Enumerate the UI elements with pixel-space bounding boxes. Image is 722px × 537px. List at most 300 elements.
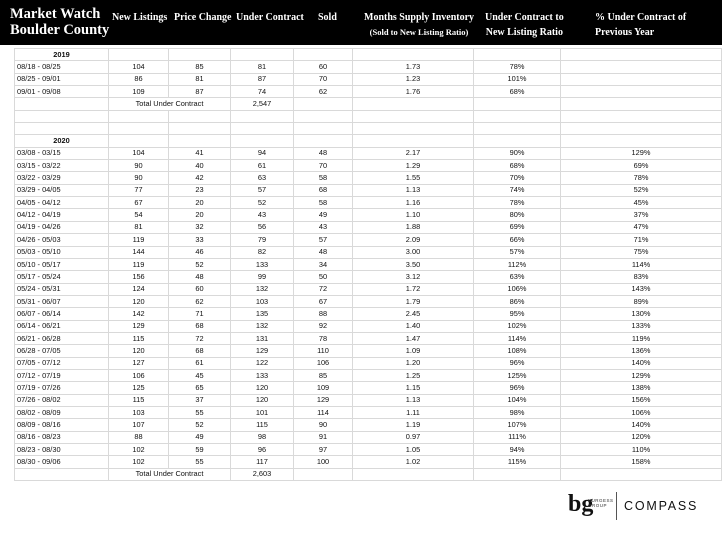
header-uc-ratio-line-2: New Listing Ratio [485, 27, 563, 38]
months-supply-cell: 1.29 [353, 160, 474, 172]
sold-cell: 57 [294, 234, 353, 246]
months-supply-cell: 1.09 [353, 345, 474, 357]
price-change-cell: 68 [169, 345, 231, 357]
new-listings-cell: 77 [109, 184, 169, 196]
year-row [15, 135, 722, 147]
under-contract-cell: 122 [231, 357, 294, 369]
sold-cell: 91 [294, 431, 353, 443]
months-supply-cell: 1.88 [353, 221, 474, 233]
pct-prev-year-cell: 120% [561, 431, 722, 443]
table-row [15, 394, 722, 406]
price-change-cell: 85 [169, 61, 231, 73]
table-row [15, 406, 722, 418]
uc-ratio-cell: 114% [474, 332, 561, 344]
new-listings-cell: 90 [109, 160, 169, 172]
uc-ratio-cell: 104% [474, 394, 561, 406]
pct-prev-year-cell [561, 61, 722, 73]
uc-ratio-cell: 95% [474, 308, 561, 320]
table-row [15, 382, 722, 394]
pct-prev-year-cell: 133% [561, 320, 722, 332]
table-row [15, 209, 722, 221]
table-row [15, 246, 722, 258]
months-supply-cell: 1.02 [353, 456, 474, 468]
empty-cell [109, 123, 169, 135]
report-title [10, 6, 109, 38]
year-label: 2020 [15, 135, 109, 147]
under-contract-cell: 133 [231, 258, 294, 270]
empty-cell [169, 135, 231, 147]
empty-cell [169, 123, 231, 135]
price-change-cell: 65 [169, 382, 231, 394]
header-new-listings: New Listings [112, 12, 168, 23]
uc-ratio-cell: 68% [474, 86, 561, 98]
new-listings-cell: 124 [109, 283, 169, 295]
empty-cell [15, 468, 109, 480]
sold-cell: 85 [294, 369, 353, 381]
uc-ratio-cell: 80% [474, 209, 561, 221]
price-change-cell: 60 [169, 283, 231, 295]
uc-ratio-cell: 74% [474, 184, 561, 196]
under-contract-cell: 120 [231, 382, 294, 394]
week-range-cell: 03/08 - 03/15 [15, 147, 109, 159]
burgess-group-line-2: GROUP [588, 503, 608, 508]
sold-cell: 70 [294, 73, 353, 85]
report-header [0, 0, 722, 45]
empty-cell [231, 110, 294, 122]
months-supply-cell: 2.09 [353, 234, 474, 246]
price-change-cell: 48 [169, 271, 231, 283]
pct-prev-year-cell: 110% [561, 444, 722, 456]
week-range-cell: 03/15 - 03/22 [15, 160, 109, 172]
sold-cell: 88 [294, 308, 353, 320]
table-row [15, 444, 722, 456]
empty-cell [15, 123, 109, 135]
uc-ratio-cell: 70% [474, 172, 561, 184]
price-change-cell: 23 [169, 184, 231, 196]
pct-prev-year-cell: 75% [561, 246, 722, 258]
empty-cell [561, 135, 722, 147]
table-row [15, 271, 722, 283]
new-listings-cell: 54 [109, 209, 169, 221]
week-range-cell: 07/26 - 08/02 [15, 394, 109, 406]
market-table-body [15, 49, 722, 481]
months-supply-cell: 0.97 [353, 431, 474, 443]
empty-cell [474, 123, 561, 135]
under-contract-cell: 98 [231, 431, 294, 443]
week-range-cell: 08/18 - 08/25 [15, 61, 109, 73]
empty-cell [561, 110, 722, 122]
empty-cell [15, 98, 109, 110]
months-supply-cell: 1.55 [353, 172, 474, 184]
week-range-cell: 03/29 - 04/05 [15, 184, 109, 196]
under-contract-cell: 43 [231, 209, 294, 221]
pct-prev-year-cell: 158% [561, 456, 722, 468]
under-contract-cell: 82 [231, 246, 294, 258]
empty-cell [15, 110, 109, 122]
pct-prev-year-cell: 138% [561, 382, 722, 394]
months-supply-cell: 1.16 [353, 197, 474, 209]
week-range-cell: 08/23 - 08/30 [15, 444, 109, 456]
empty-cell [353, 110, 474, 122]
empty-cell [294, 135, 353, 147]
pct-prev-year-cell: 140% [561, 357, 722, 369]
pct-prev-year-cell [561, 73, 722, 85]
months-supply-cell: 1.05 [353, 444, 474, 456]
empty-cell [169, 110, 231, 122]
header-uc-ratio-line-1: Under Contract to [485, 12, 564, 23]
header-months-supply [364, 10, 474, 40]
uc-ratio-cell: 78% [474, 197, 561, 209]
empty-cell [474, 135, 561, 147]
pct-prev-year-cell: 89% [561, 295, 722, 307]
table-row [15, 221, 722, 233]
empty-cell [353, 98, 474, 110]
pct-prev-year-cell: 129% [561, 147, 722, 159]
months-supply-cell: 1.47 [353, 332, 474, 344]
sold-cell: 129 [294, 394, 353, 406]
sold-cell: 110 [294, 345, 353, 357]
under-contract-cell: 61 [231, 160, 294, 172]
under-contract-cell: 87 [231, 73, 294, 85]
uc-ratio-cell: 106% [474, 283, 561, 295]
under-contract-cell: 103 [231, 295, 294, 307]
uc-ratio-cell: 57% [474, 246, 561, 258]
under-contract-cell: 52 [231, 197, 294, 209]
new-listings-cell: 119 [109, 234, 169, 246]
week-range-cell: 05/24 - 05/31 [15, 283, 109, 295]
empty-cell [294, 110, 353, 122]
empty-cell [231, 135, 294, 147]
pct-prev-year-cell: 156% [561, 394, 722, 406]
under-contract-cell: 132 [231, 283, 294, 295]
new-listings-cell: 127 [109, 357, 169, 369]
title-line-2: Boulder County [10, 22, 110, 38]
uc-ratio-cell: 69% [474, 221, 561, 233]
price-change-cell: 55 [169, 406, 231, 418]
months-supply-cell: 3.50 [353, 258, 474, 270]
uc-ratio-cell: 78% [474, 61, 561, 73]
new-listings-cell: 86 [109, 73, 169, 85]
uc-ratio-cell: 102% [474, 320, 561, 332]
new-listings-cell: 88 [109, 431, 169, 443]
header-under-contract: Under Contract [236, 12, 304, 23]
table-row [15, 160, 722, 172]
price-change-cell: 32 [169, 221, 231, 233]
table-row [15, 197, 722, 209]
new-listings-cell: 142 [109, 308, 169, 320]
new-listings-cell: 102 [109, 456, 169, 468]
uc-ratio-cell: 112% [474, 258, 561, 270]
sold-cell: 67 [294, 295, 353, 307]
header-months-supply-line-1: Months Supply Inventory [364, 12, 475, 23]
price-change-cell: 52 [169, 419, 231, 431]
pct-prev-year-cell: 71% [561, 234, 722, 246]
empty-cell [231, 123, 294, 135]
uc-ratio-cell: 63% [474, 271, 561, 283]
sold-cell: 109 [294, 382, 353, 394]
empty-cell [294, 468, 353, 480]
uc-ratio-cell: 86% [474, 295, 561, 307]
week-range-cell: 08/30 - 09/06 [15, 456, 109, 468]
new-listings-cell: 119 [109, 258, 169, 270]
empty-cell [474, 468, 561, 480]
market-table [14, 48, 722, 481]
table-row [15, 283, 722, 295]
new-listings-cell: 102 [109, 444, 169, 456]
new-listings-cell: 115 [109, 394, 169, 406]
empty-cell [109, 49, 169, 61]
table-row [15, 295, 722, 307]
uc-ratio-cell: 101% [474, 73, 561, 85]
uc-ratio-cell: 107% [474, 419, 561, 431]
months-supply-cell: 2.17 [353, 147, 474, 159]
sold-cell: 106 [294, 357, 353, 369]
sold-cell: 50 [294, 271, 353, 283]
months-supply-cell: 1.13 [353, 184, 474, 196]
price-change-cell: 40 [169, 160, 231, 172]
empty-cell [353, 123, 474, 135]
under-contract-cell: 94 [231, 147, 294, 159]
pct-prev-year-cell: 130% [561, 308, 722, 320]
table-row [15, 147, 722, 159]
footer-divider [616, 492, 617, 520]
sold-cell: 114 [294, 406, 353, 418]
under-contract-cell: 79 [231, 234, 294, 246]
header-pct-prev-line-1: % Under Contract of [595, 12, 687, 23]
new-listings-cell: 106 [109, 369, 169, 381]
price-change-cell: 81 [169, 73, 231, 85]
months-supply-cell: 1.10 [353, 209, 474, 221]
week-range-cell: 06/14 - 06/21 [15, 320, 109, 332]
new-listings-cell: 107 [109, 419, 169, 431]
price-change-cell: 87 [169, 86, 231, 98]
new-listings-cell: 115 [109, 332, 169, 344]
months-supply-cell: 1.79 [353, 295, 474, 307]
price-change-cell: 45 [169, 369, 231, 381]
new-listings-cell: 90 [109, 172, 169, 184]
header-price-change: Price Change [174, 12, 232, 23]
total-label: Total Under Contract [109, 98, 231, 110]
under-contract-cell: 133 [231, 369, 294, 381]
pct-prev-year-cell: 143% [561, 283, 722, 295]
empty-cell [294, 98, 353, 110]
sold-cell: 49 [294, 209, 353, 221]
months-supply-cell: 1.40 [353, 320, 474, 332]
empty-cell [561, 123, 722, 135]
table-row [15, 234, 722, 246]
price-change-cell: 61 [169, 357, 231, 369]
week-range-cell: 04/05 - 04/12 [15, 197, 109, 209]
header-sold: Sold [318, 12, 337, 23]
new-listings-cell: 120 [109, 295, 169, 307]
sold-cell: 48 [294, 147, 353, 159]
new-listings-cell: 144 [109, 246, 169, 258]
total-value: 2,547 [231, 98, 294, 110]
price-change-cell: 49 [169, 431, 231, 443]
new-listings-cell: 103 [109, 406, 169, 418]
months-supply-cell: 2.45 [353, 308, 474, 320]
under-contract-cell: 96 [231, 444, 294, 456]
under-contract-cell: 132 [231, 320, 294, 332]
under-contract-cell: 57 [231, 184, 294, 196]
sold-cell: 43 [294, 221, 353, 233]
week-range-cell: 04/12 - 04/19 [15, 209, 109, 221]
total-label: Total Under Contract [109, 468, 231, 480]
price-change-cell: 72 [169, 332, 231, 344]
months-supply-cell: 1.11 [353, 406, 474, 418]
under-contract-cell: 101 [231, 406, 294, 418]
pct-prev-year-cell: 37% [561, 209, 722, 221]
months-supply-cell: 3.00 [353, 246, 474, 258]
burgess-group-logo: bg [568, 491, 594, 517]
uc-ratio-cell: 68% [474, 160, 561, 172]
new-listings-cell: 109 [109, 86, 169, 98]
week-range-cell: 08/16 - 08/23 [15, 431, 109, 443]
table-row [15, 308, 722, 320]
table-row [15, 419, 722, 431]
empty-cell [231, 49, 294, 61]
week-range-cell: 05/31 - 06/07 [15, 295, 109, 307]
empty-cell [474, 49, 561, 61]
sold-cell: 92 [294, 320, 353, 332]
new-listings-cell: 67 [109, 197, 169, 209]
week-range-cell: 07/19 - 07/26 [15, 382, 109, 394]
under-contract-cell: 81 [231, 61, 294, 73]
week-range-cell: 03/22 - 03/29 [15, 172, 109, 184]
compass-logo: COMPASS [624, 499, 699, 513]
under-contract-cell: 129 [231, 345, 294, 357]
header-months-supply-line-2: (Sold to New Listing Ratio) [369, 27, 469, 37]
pct-prev-year-cell: 78% [561, 172, 722, 184]
table-row [15, 73, 722, 85]
under-contract-cell: 99 [231, 271, 294, 283]
pct-prev-year-cell: 69% [561, 160, 722, 172]
week-range-cell: 06/07 - 06/14 [15, 308, 109, 320]
uc-ratio-cell: 94% [474, 444, 561, 456]
price-change-cell: 68 [169, 320, 231, 332]
new-listings-cell: 125 [109, 382, 169, 394]
sold-cell: 72 [294, 283, 353, 295]
week-range-cell: 04/26 - 05/03 [15, 234, 109, 246]
empty-cell [109, 110, 169, 122]
pct-prev-year-cell: 47% [561, 221, 722, 233]
table-row [15, 172, 722, 184]
months-supply-cell: 3.12 [353, 271, 474, 283]
empty-cell [353, 135, 474, 147]
footer-brand [568, 492, 698, 522]
under-contract-cell: 115 [231, 419, 294, 431]
header-uc-ratio [485, 10, 564, 40]
burgess-group-line-1: BURGESS [588, 498, 614, 503]
uc-ratio-cell: 98% [474, 406, 561, 418]
header-pct-prev-line-2: Previous Year [595, 27, 655, 38]
sold-cell: 78 [294, 332, 353, 344]
table-row [15, 86, 722, 98]
year-label: 2019 [15, 49, 109, 61]
price-change-cell: 42 [169, 172, 231, 184]
pct-prev-year-cell: 129% [561, 369, 722, 381]
table-row [15, 456, 722, 468]
under-contract-cell: 74 [231, 86, 294, 98]
year-row [15, 49, 722, 61]
empty-cell [353, 468, 474, 480]
sold-cell: 34 [294, 258, 353, 270]
pct-prev-year-cell: 114% [561, 258, 722, 270]
new-listings-cell: 81 [109, 221, 169, 233]
week-range-cell: 04/19 - 04/26 [15, 221, 109, 233]
uc-ratio-cell: 96% [474, 357, 561, 369]
week-range-cell: 08/02 - 08/09 [15, 406, 109, 418]
sold-cell: 60 [294, 61, 353, 73]
pct-prev-year-cell: 119% [561, 332, 722, 344]
empty-cell [561, 468, 722, 480]
table-row [15, 258, 722, 270]
under-contract-cell: 131 [231, 332, 294, 344]
table-row [15, 431, 722, 443]
pct-prev-year-cell: 106% [561, 406, 722, 418]
empty-cell [294, 123, 353, 135]
price-change-cell: 55 [169, 456, 231, 468]
uc-ratio-cell: 66% [474, 234, 561, 246]
price-change-cell: 20 [169, 197, 231, 209]
price-change-cell: 33 [169, 234, 231, 246]
table-row [15, 357, 722, 369]
pct-prev-year-cell: 52% [561, 184, 722, 196]
new-listings-cell: 104 [109, 147, 169, 159]
new-listings-cell: 120 [109, 345, 169, 357]
week-range-cell: 05/17 - 05/24 [15, 271, 109, 283]
under-contract-cell: 120 [231, 394, 294, 406]
burgess-group-name [588, 498, 614, 508]
total-row [15, 468, 722, 480]
sold-cell: 68 [294, 184, 353, 196]
price-change-cell: 59 [169, 444, 231, 456]
week-range-cell: 07/12 - 07/19 [15, 369, 109, 381]
months-supply-cell: 1.15 [353, 382, 474, 394]
week-range-cell: 05/03 - 05/10 [15, 246, 109, 258]
sold-cell: 58 [294, 197, 353, 209]
months-supply-cell: 1.19 [353, 419, 474, 431]
months-supply-cell: 1.73 [353, 61, 474, 73]
pct-prev-year-cell: 83% [561, 271, 722, 283]
week-range-cell: 08/25 - 09/01 [15, 73, 109, 85]
months-supply-cell: 1.25 [353, 369, 474, 381]
price-change-cell: 20 [169, 209, 231, 221]
week-range-cell: 05/10 - 05/17 [15, 258, 109, 270]
week-range-cell: 09/01 - 09/08 [15, 86, 109, 98]
months-supply-cell: 1.23 [353, 73, 474, 85]
months-supply-cell: 1.13 [353, 394, 474, 406]
week-range-cell: 06/28 - 07/05 [15, 345, 109, 357]
uc-ratio-cell: 125% [474, 369, 561, 381]
empty-cell [561, 98, 722, 110]
pct-prev-year-cell: 45% [561, 197, 722, 209]
week-range-cell: 06/21 - 06/28 [15, 332, 109, 344]
sold-cell: 62 [294, 86, 353, 98]
empty-cell [169, 49, 231, 61]
uc-ratio-cell: 108% [474, 345, 561, 357]
uc-ratio-cell: 90% [474, 147, 561, 159]
price-change-cell: 71 [169, 308, 231, 320]
title-line-1: Market Watch [10, 6, 101, 22]
new-listings-cell: 156 [109, 271, 169, 283]
spacer-row [15, 123, 722, 135]
price-change-cell: 46 [169, 246, 231, 258]
price-change-cell: 37 [169, 394, 231, 406]
week-range-cell: 08/09 - 08/16 [15, 419, 109, 431]
pct-prev-year-cell [561, 86, 722, 98]
price-change-cell: 41 [169, 147, 231, 159]
